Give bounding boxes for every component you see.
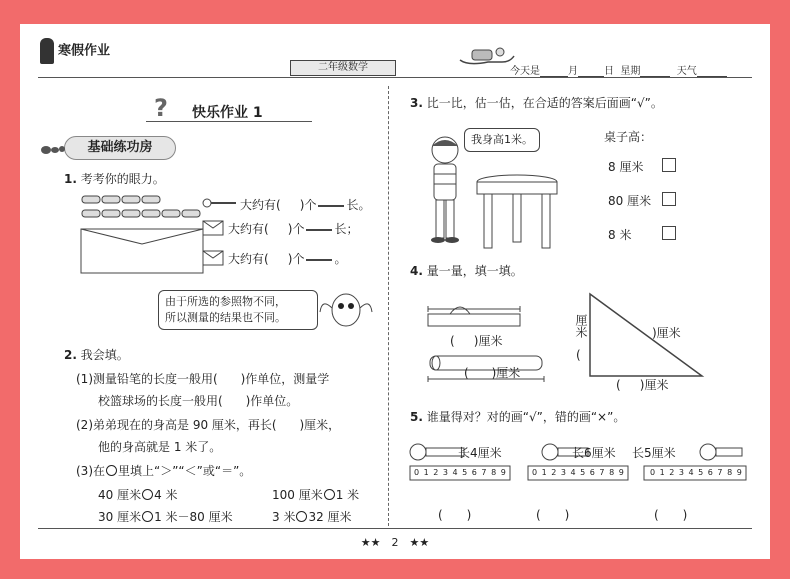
date-line: 今天是 月 日 星期 天气 xyxy=(510,62,727,77)
triangle-left-label: 厘米 xyxy=(574,314,588,338)
compare-circle xyxy=(106,465,117,476)
section-header: 基础练功房 xyxy=(64,136,176,160)
q4-answer-2: ( )厘米 xyxy=(464,366,521,380)
option-8cm: 8 厘米 xyxy=(608,160,644,174)
answer-paren-1[interactable]: ( ) xyxy=(438,508,472,522)
worksheet-page xyxy=(20,24,770,559)
key2-length: 长6厘米 xyxy=(572,446,616,460)
q2-p3: (3)在 里填上“＞”“＜”或“＝”。 xyxy=(76,464,252,478)
key1-length: 长4厘米 xyxy=(458,446,502,460)
envelope-small-icon xyxy=(202,220,224,236)
mascot-icon xyxy=(40,38,54,64)
footer-rule xyxy=(38,528,752,529)
svg-text:?: ? xyxy=(154,94,168,122)
triangle-left-paren: ( xyxy=(576,348,581,362)
key-icon xyxy=(202,198,238,208)
sleigh-icon xyxy=(458,44,518,66)
answer-paren-2[interactable]: ( ) xyxy=(536,508,570,522)
q1-row2: 大约有( )个 长； xyxy=(228,222,359,236)
page-title: 快乐作业 1 xyxy=(192,105,263,121)
owl-mascot-icon xyxy=(320,288,372,330)
brand-title: 寒假作业 xyxy=(58,43,111,59)
compare-item-4: 3 米 32 厘米 xyxy=(272,510,352,524)
table-height-label: 桌子高： xyxy=(604,130,653,144)
page-header xyxy=(20,24,770,76)
envelope-small-icon xyxy=(202,250,224,266)
q2-p2-line2: 他的身高就是 1 米了。 xyxy=(98,440,222,454)
triangle-bottom-label: ( )厘米 xyxy=(616,378,669,392)
q2-p2-line1: (2)弟弟现在的身高是 90 厘米，再长( )厘米， xyxy=(76,418,341,432)
compare-circle[interactable] xyxy=(142,489,153,500)
envelope-icon xyxy=(80,228,204,274)
q4-prompt: 4. 量一量，填一填。 xyxy=(410,264,523,278)
triangle-hyp-label: )厘米 xyxy=(652,326,681,340)
brand-logo xyxy=(40,38,110,64)
q1-prompt: 1. 考考你的眼力。 xyxy=(64,172,165,186)
boy-speech-bubble: 我身高1米。 xyxy=(464,128,540,152)
checkbox-80cm[interactable] xyxy=(662,192,676,206)
key3-length: 长5厘米 xyxy=(632,446,676,460)
stool-icon xyxy=(474,174,560,250)
compare-item-2: 100 厘米 1 米 xyxy=(272,488,360,502)
ruler3-ticks: 0 1 2 3 4 5 6 7 8 9 xyxy=(650,468,743,477)
q4-answer-1: ( )厘米 xyxy=(450,334,503,348)
ruler-object-icon xyxy=(426,302,522,330)
q2-p1-line2: 校篮球场的长度一般用( )作单位。 xyxy=(98,394,299,408)
compare-item-3: 30 厘米 1 米－80 厘米 xyxy=(98,510,233,524)
q1-row1: 大约有( )个 长。 xyxy=(240,198,371,212)
column-divider xyxy=(388,86,389,526)
checkbox-8cm[interactable] xyxy=(662,158,676,172)
option-80cm: 80 厘米 xyxy=(608,194,652,208)
q1-row3: 大约有( )个 。 xyxy=(228,252,347,266)
triangle-shape xyxy=(588,292,704,378)
paperclip-chain-icon xyxy=(80,194,204,224)
q5-prompt: 5. 谁量得对？对的画“√”，错的画“×”。 xyxy=(410,410,626,424)
option-8m: 8 米 xyxy=(608,228,632,242)
hint-bubble: 由于所选的参照物不同， 所以测量的结果也不同。 xyxy=(158,290,318,330)
ant-icon xyxy=(40,140,66,158)
page-number: ★★ 2 ★★ xyxy=(360,536,430,549)
compare-circle[interactable] xyxy=(296,511,307,522)
answer-paren-3[interactable]: ( ) xyxy=(654,508,688,522)
compare-item-1: 40 厘米 4 米 xyxy=(98,488,178,502)
q3-prompt: 3. 比一比，估一估，在合适的答案后面画“√”。 xyxy=(410,96,663,110)
boy-figure-icon xyxy=(420,134,470,246)
q2-p1-line1: (1)测量铅笔的长度一般用( )作单位，测量学 xyxy=(76,372,330,386)
compare-circle[interactable] xyxy=(142,511,153,522)
header-rule xyxy=(38,77,752,78)
ruler1-ticks: 0 1 2 3 4 5 6 7 8 9 xyxy=(414,468,507,477)
compare-circle[interactable] xyxy=(324,489,335,500)
grade-label: 二年级数学 xyxy=(290,60,396,76)
checkbox-8m[interactable] xyxy=(662,226,676,240)
ruler2-ticks: 0 1 2 3 4 5 6 7 8 9 xyxy=(532,468,625,477)
q2-prompt: 2. 我会填。 xyxy=(64,348,129,362)
